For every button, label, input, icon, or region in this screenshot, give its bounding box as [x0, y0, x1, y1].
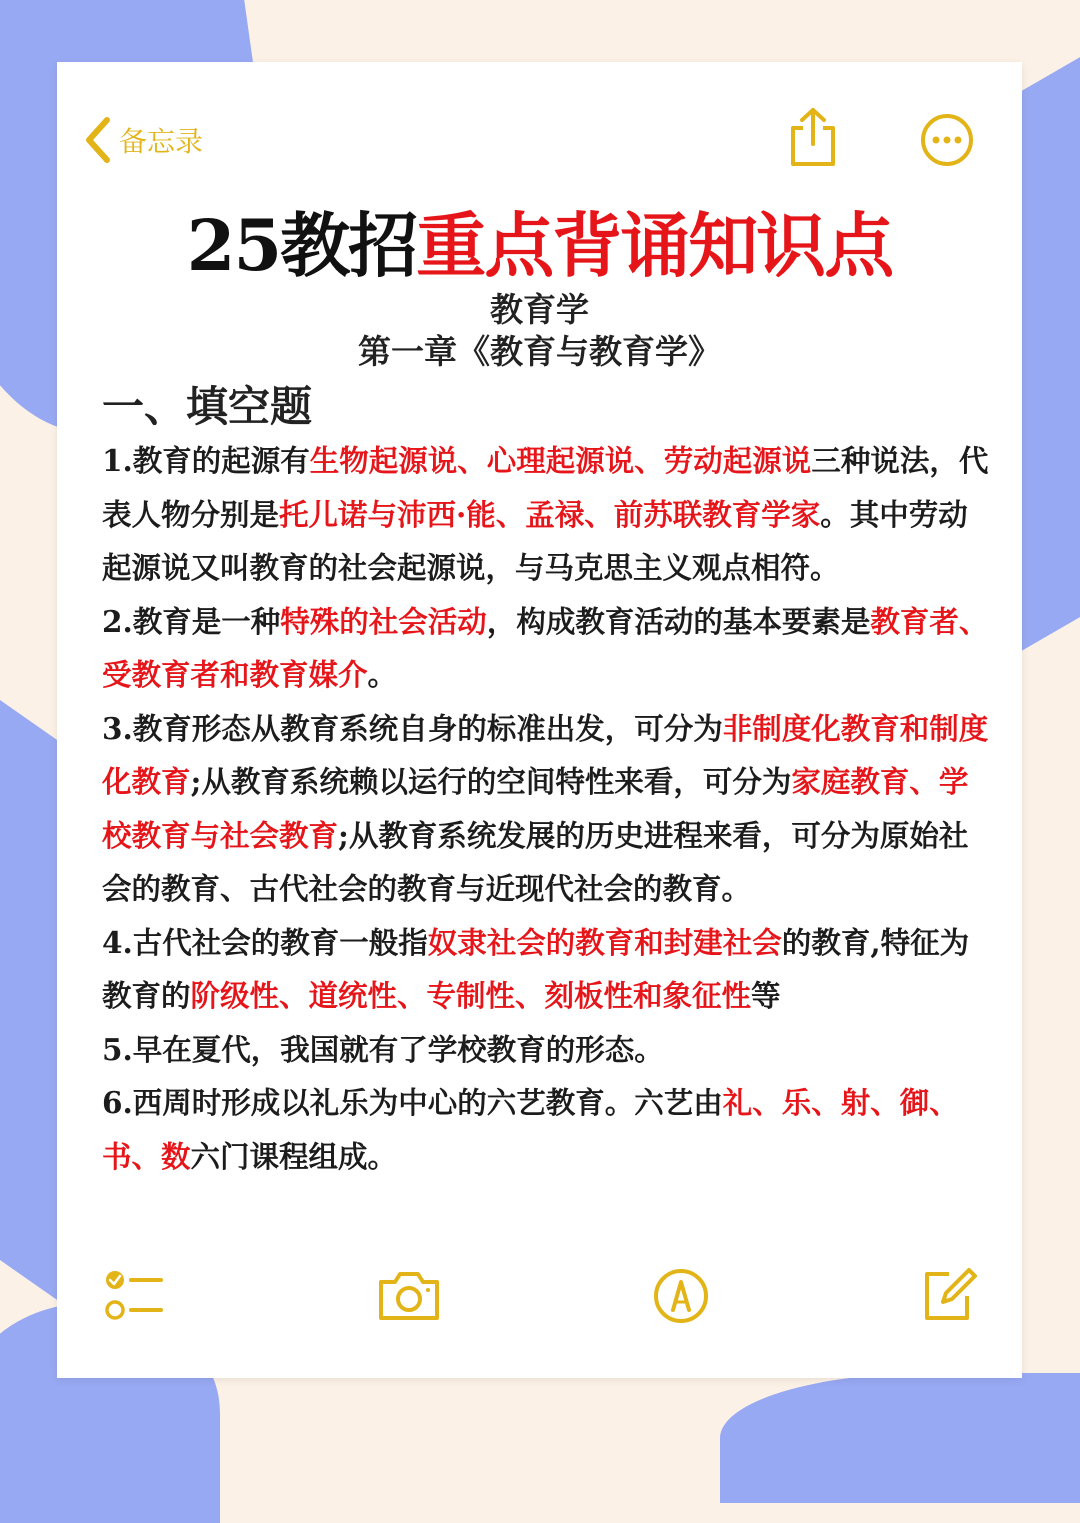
list-item: 1.教育的起源有生物起源说、心理起源说、劳动起源说三种说法，代表人物分别是托儿诺与沛西·能、孟禄、前苏联教育学家。其中劳动起源说又叫教育的社会起源说，与马克思主义观点相符。	[102, 443, 989, 585]
checklist-icon	[103, 1266, 167, 1326]
subject-heading: 教育学	[490, 290, 589, 329]
camera-icon	[375, 1266, 443, 1324]
more-icon	[919, 112, 975, 168]
section-heading: 一、填空题	[102, 382, 313, 431]
chapter-heading: 第一章《教育与教育学》	[358, 332, 721, 371]
title-red: 重点背诵知识点	[416, 204, 893, 287]
markup-button[interactable]	[651, 1266, 711, 1330]
list-item: 6.西周时形成以礼乐为中心的六艺教育。六艺由礼、乐、射、御、书、数六门课程组成。	[102, 1085, 959, 1174]
back-label: 备忘录	[119, 126, 204, 157]
list-item: 5.早在夏代，我国就有了学校教育的形态。	[102, 1031, 664, 1067]
share-button[interactable]	[787, 106, 839, 172]
checklist-button[interactable]	[103, 1266, 167, 1330]
list-item: 3.教育形态从教育系统自身的标准出发，可分为非制度化教育和制度化教育;从教育系统赖以运行的空间特性来看，可分为家庭教育、学校教育与社会教育;从教育系统发展的历史进程来看，可分为原始社会的教育、古代社会的教育与近现代社会的教育。	[102, 710, 989, 906]
list-item: 4.古代社会的教育一般指奴隶社会的教育和封建社会的教育,特征为教育的阶级性、道统性、专制性、刻板性和象征性等	[102, 924, 970, 1013]
background-blob	[720, 1373, 1080, 1503]
more-button[interactable]	[919, 112, 975, 172]
back-button[interactable]	[81, 114, 203, 166]
note-body[interactable]	[102, 434, 992, 1183]
page-title	[57, 190, 1022, 291]
compose-icon	[919, 1266, 979, 1326]
title-black: 25教招	[186, 204, 417, 287]
list-item: 2.教育是一种特殊的社会活动，构成教育活动的基本要素是教育者、受教育者和教育媒介。	[102, 603, 989, 692]
compose-button[interactable]	[919, 1266, 979, 1330]
camera-button[interactable]	[375, 1266, 443, 1328]
share-icon	[787, 106, 839, 168]
note-card	[57, 62, 1022, 1378]
chevron-left-icon	[81, 114, 115, 166]
markup-pen-icon	[651, 1266, 711, 1326]
